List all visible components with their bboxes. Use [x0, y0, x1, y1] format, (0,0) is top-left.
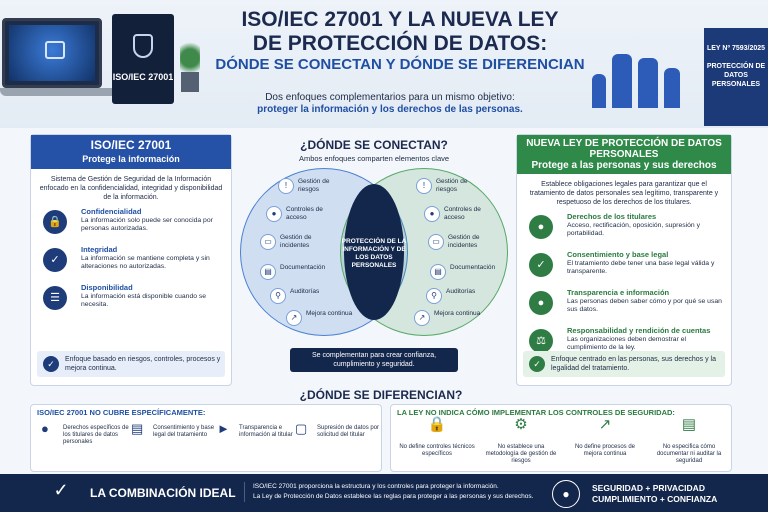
- venn-diagram: [240, 168, 508, 336]
- venn-center-label: PROTECCIÓN DE LA INFORMACIÓN Y DE LOS DATOS PERSONALES: [341, 238, 407, 269]
- law-item: ⚖ Responsabilidad y rendición de cuentas Las organizaciones deben demostrar el cumplimiento de la ley.: [523, 327, 725, 359]
- magnifier-icon: ⚲: [270, 288, 286, 304]
- footer-banner: ✓ LA COMBINACIÓN IDEAL ISO/IEC 27001 proporciona la estructura y los controles para proteger la información. La Ley de Protección de Datos establece las reglas para proteger a las personas y sus derechos. ● SEGURIDAD + PRIVACIDAD CUMPLIMIENTO + CONFIANZA: [0, 474, 768, 512]
- chart-icon: ↗: [414, 310, 430, 326]
- law-gap-item: ↗ No define procesos de mejora continua: [574, 416, 636, 457]
- people-icon: ●: [529, 291, 553, 315]
- law-item: ✓ Consentimiento y base legal El tratamiento debe tener una base legal válida y transparente.: [523, 251, 725, 283]
- check-icon: ✓: [529, 356, 545, 372]
- growth-chart-icon: ↗: [598, 416, 612, 433]
- lock-icon: 🔒: [43, 210, 67, 234]
- iso-panel: ISO/IEC 27001 Protege la información Sistema de Gestión de Seguridad de la Información enfocado en la confidencialidad, integridad y disponibilidad de la información. 🔒 Confidencialidad La información solo puede ser conocida por personas autorizadas. ✓ Integridad La información se mantiene completa y sin alteraciones no autorizadas. ☰ Disponibilidad La información está disponible cuando se necesita. ✓ Enfoque basado en riesgos, controles, procesos y mejora continua.: [30, 134, 232, 386]
- trash-icon: ▢: [295, 421, 308, 436]
- venn-left-item: ⚲ Auditorías: [290, 288, 344, 296]
- venn-left-item: ▤ Documentación: [280, 264, 334, 272]
- laptop-illustration: [2, 18, 102, 88]
- iso-note: ✓ Enfoque basado en riesgos, controles, procesos y mejora continua.: [37, 351, 225, 377]
- law-panel: NUEVA LEY DE PROTECCIÓN DE DATOS PERSONALES Protege a las personas y sus derechos Establece obligaciones legales para garantizar que el tratamiento de datos personales sea legítimo, transparente y respetuoso de los derechos de los titulares. ● Derechos de los titulares Acceso, rectificación, oposición, supresión y portabilidad. ✓ Consentimiento y base legal El tratamiento debe tener una base legal válida y transparente. ● Transparencia e información Las personas deben saber cómo y por qué se usan sus datos. ⚖ Responsabilidad y rendición de cuentas Las organizaciones deben demostrar el cumplimiento de la ley. ✓ Enfoque centrado en las personas, sus derechos y la legalidad del tratamiento.: [516, 134, 732, 386]
- server-icon: ☰: [43, 286, 67, 310]
- shield-icon: ✓: [43, 248, 67, 272]
- iso-gap-item: ▤ Consentimiento y base legal del tratamiento: [131, 425, 219, 439]
- venn-right-item: ↗ Mejora continua: [434, 310, 488, 318]
- shield-check-icon: ✓: [53, 480, 69, 500]
- person-icon: ●: [529, 215, 553, 239]
- hero-header: [0, 0, 768, 128]
- shield-icon: [133, 34, 153, 58]
- check-icon: ✓: [43, 356, 59, 372]
- megaphone-icon: ►: [217, 421, 230, 436]
- padlock-icon: 🔒: [427, 416, 447, 433]
- document-icon: ▤: [430, 264, 446, 280]
- connect-summary: Se complementan para crear confianza, cumplimiento y seguridad.: [290, 348, 458, 372]
- law-gap-item: 🔒 No define controles técnicos específicos: [399, 416, 475, 457]
- venn-left-item: ● Controles de acceso: [286, 206, 340, 221]
- user-lock-icon: ●: [266, 206, 282, 222]
- family-icon: [588, 48, 698, 108]
- law-book-illustration: LEY Nº 7593/2025 PROTECCIÓN DE DATOS PERSONALES: [704, 28, 768, 126]
- venn-left-item: ▭ Gestión de incidentes: [280, 234, 334, 249]
- monitor-icon: ▭: [428, 234, 444, 250]
- people-lock-icon: ●: [552, 480, 580, 508]
- scales-icon: ⚖: [529, 329, 553, 353]
- law-gap-item: ⚙ No establece una metodología de gestión de riesgos: [485, 416, 557, 464]
- iso-gap-item: ► Transparencia e información al titular: [217, 425, 305, 439]
- law-item: ● Transparencia e información Las personas deben saber cómo y por qué se usan sus datos.: [523, 289, 725, 321]
- person-lock-icon: ●: [41, 421, 49, 436]
- iso-item: 🔒 Confidencialidad La información solo puede ser conocida por personas autorizadas.: [37, 208, 225, 240]
- venn-left-item: ↗ Mejora continua: [306, 310, 360, 318]
- venn-right-item: ⚲ Auditorías: [446, 288, 500, 296]
- document-icon: ▤: [131, 421, 144, 436]
- lock-icon: [45, 41, 65, 59]
- clipboard-icon: ▤: [681, 416, 697, 433]
- iso-gaps-box: ISO/IEC 27001 NO CUBRE ESPECÍFICAMENTE: ● Derechos específicos de los titulares de datos personales ▤ Consentimiento y base legal del tratamiento ► Transparencia e información al titular ▢ Supresión de datos por solicitud del titular: [30, 404, 382, 472]
- page-title: ISO/IEC 27001 Y LA NUEVA LEY DE PROTECCIÓN DE DATOS: DÓNDE SE CONECTAN Y DÓNDE SE DIFERENCIAN: [215, 8, 585, 73]
- gears-icon: ⚙: [514, 416, 528, 433]
- intro-text: Dos enfoques complementarios para un mismo objetivo: proteger la información y los derechos de las personas.: [257, 92, 523, 115]
- warning-icon: !: [278, 178, 294, 194]
- law-gap-item: ▤ No especifica cómo documentar ni auditar la seguridad: [656, 416, 722, 464]
- law-item: ● Derechos de los titulares Acceso, rectificación, oposición, supresión y portabilidad.: [523, 213, 725, 245]
- law-gaps-box: LA LEY NO INDICA CÓMO IMPLEMENTAR LOS CONTROLES DE SEGURIDAD: 🔒 No define controles técnicos específicos ⚙ No establece una metodología de gestión de riesgos ↗ No define procesos de mejora continua ▤ No especifica cómo documentar ni auditar la seguridad: [390, 404, 732, 472]
- lock-icon: ●: [424, 206, 440, 222]
- magnifier-icon: ⚲: [426, 288, 442, 304]
- iso-item: ☰ Disponibilidad La información está disponible cuando se necesita.: [37, 284, 225, 316]
- warning-icon: !: [416, 178, 432, 194]
- venn-left-item: ! Gestión de riesgos: [298, 178, 352, 193]
- document-icon: ▤: [260, 264, 276, 280]
- iso-item: ✓ Integridad La información se mantiene completa y sin alteraciones no autorizadas.: [37, 246, 225, 278]
- venn-right-item: ! Gestión de riesgos: [436, 178, 490, 193]
- chart-icon: ↗: [286, 310, 302, 326]
- venn-right-item: ● Controles de acceso: [444, 206, 498, 221]
- iso-gap-item: ▢ Supresión de datos por solicitud del titular: [295, 425, 383, 439]
- iso-book-illustration: ISO/IEC 27001: [112, 14, 174, 104]
- connect-section: ¿DÓNDE SE CONECTAN? Ambos enfoques comparten elementos clave PROTECCIÓN DE LA INFORMACIÓN Y DE LOS DATOS PERSONALES ! Gestión de riesgos ● Controles de acceso ▭ Gestión de incidentes ▤ Documentación ⚲ Auditorías ↗ Mejora continua ! Gestión de riesgos ● Controles de acceso ▭ Gestión de incidentes ▤ Documentación ⚲ Auditorías ↗ Mejora continua Se complementan para crear confianza, cumplimiento y seguridad.: [236, 134, 512, 386]
- venn-right-item: ▭ Gestión de incidentes: [448, 234, 502, 249]
- document-check-icon: ✓: [529, 253, 553, 277]
- iso-gap-item: ● Derechos específicos de los titulares de datos personales: [41, 421, 129, 445]
- monitor-icon: ▭: [260, 234, 276, 250]
- law-note: ✓ Enfoque centrado en las personas, sus derechos y la legalidad del tratamiento.: [523, 351, 725, 377]
- differences-section: ¿DÓNDE SE DIFERENCIAN? ISO/IEC 27001 NO CUBRE ESPECÍFICAMENTE: ● Derechos específicos de los titulares de datos personales ▤ Consentimiento y base legal del tratamiento ► Transparencia e información al titular ▢ Supresión de datos por solicitud del titular LA LEY NO INDICA CÓMO IMPLEMENTAR LOS CONTROLES DE SEGURIDAD: 🔒 No define controles técnicos específicos ⚙ No establece una metodología de gestión de riesgos ↗ No define procesos de mejora continua ▤ No especifica cómo documentar ni auditar la seguridad: [30, 388, 732, 472]
- venn-right-item: ▤ Documentación: [450, 264, 504, 272]
